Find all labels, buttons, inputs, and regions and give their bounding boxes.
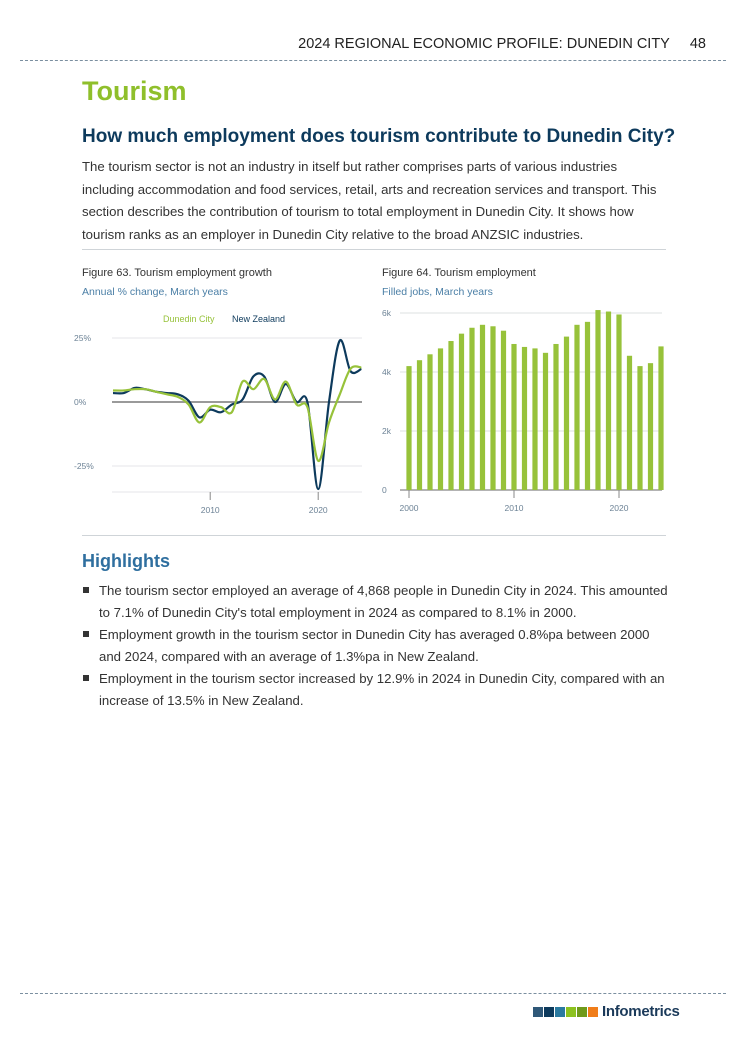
bar-2019 — [606, 312, 611, 490]
series-line-dunedin-city — [113, 366, 361, 461]
bar-chart-tourism-employment — [370, 305, 670, 520]
x-tick-label: 2020 — [609, 503, 629, 513]
logo-square — [544, 1007, 554, 1017]
y-tick-label: 0% — [74, 397, 87, 407]
legend-item-dunedin-city: Dunedin City — [163, 314, 215, 324]
y-tick-label: 2k — [382, 426, 391, 436]
bar-2023 — [648, 363, 653, 490]
x-tick-label: 2020 — [308, 505, 328, 515]
section-title: Tourism — [82, 76, 187, 106]
highlights-list — [82, 580, 672, 712]
bar-2006 — [469, 328, 474, 490]
page-header — [298, 36, 706, 52]
bar-2000 — [406, 366, 411, 490]
bar-2005 — [459, 334, 464, 490]
series-line-new-zealand — [113, 340, 361, 489]
bar-2022 — [637, 366, 642, 490]
bar-2010 — [511, 344, 516, 490]
y-tick-label: 0 — [382, 485, 387, 495]
bar-2003 — [438, 348, 443, 490]
bar-2012 — [532, 348, 537, 490]
bar-2013 — [543, 353, 548, 490]
highlight-text: Employment growth in the tourism sector in Dunedin City has averaged 0.8%pa between 2000 and 2024, compared with an average of 1.3%pa in New Zealand. — [99, 627, 650, 664]
fig63-subtitle: Annual % change, March years — [82, 286, 228, 298]
bar-2018 — [595, 310, 600, 490]
bullet-icon — [83, 631, 89, 637]
highlight-text: The tourism sector employed an average of 4,868 people in Dunedin City in 2024. This amounted to 7.1% of Dunedin City's total employment in 2024 as compared to 8.1% in 2000. — [99, 583, 668, 620]
bar-2008 — [490, 326, 495, 490]
bar-2021 — [627, 356, 632, 490]
header-divider — [20, 60, 726, 61]
bar-2007 — [480, 325, 485, 490]
bar-2002 — [427, 354, 432, 490]
infometrics-logo — [533, 1003, 680, 1020]
highlight-item — [82, 668, 672, 711]
y-tick-label: 6k — [382, 308, 391, 318]
bar-2014 — [553, 344, 558, 490]
highlight-item — [82, 580, 672, 623]
footer-divider — [20, 993, 726, 994]
y-tick-label: -25% — [74, 461, 94, 471]
fig64-title: Figure 64. Tourism employment — [382, 267, 536, 279]
fig63-title: Figure 63. Tourism employment growth — [82, 267, 272, 279]
section-subtitle: How much employment does tourism contribute to Dunedin City? — [82, 126, 676, 147]
logo-square — [588, 1007, 598, 1017]
bullet-icon — [83, 587, 89, 593]
x-tick-label: 2000 — [399, 503, 419, 513]
y-tick-label: 25% — [74, 333, 92, 343]
bar-2009 — [501, 331, 506, 490]
intro-paragraph: The tourism sector is not an industry in itself but rather comprises parts of various industries including accommodation and food services, retail, arts and recreation services and transport. This section describes the contribution of tourism to total employment in Dunedin City. It shows how tourism ranks as an employer in Dunedin City relative to the broad ANZSIC industries. — [82, 159, 657, 242]
highlights-title: Highlights — [82, 551, 170, 571]
logo-wordmark: Infometrics — [602, 1003, 680, 1020]
x-tick-label: 2010 — [200, 505, 220, 515]
line-chart-tourism-growth — [70, 305, 370, 520]
logo-square — [533, 1007, 543, 1017]
bar-2020 — [616, 314, 621, 490]
fig64-subtitle: Filled jobs, March years — [382, 286, 493, 298]
logo-square — [566, 1007, 576, 1017]
bar-2024 — [658, 346, 663, 490]
charts-divider — [82, 535, 666, 536]
bar-2004 — [448, 341, 453, 490]
x-tick-label: 2010 — [504, 503, 524, 513]
legend-item-new-zealand: New Zealand — [232, 314, 286, 324]
section-divider — [82, 249, 666, 250]
logo-square — [555, 1007, 565, 1017]
highlight-item — [82, 624, 672, 667]
highlight-text: Employment in the tourism sector increased by 12.9% in 2024 in Dunedin City, compared with an increase of 13.5% in New Zealand. — [99, 671, 665, 708]
bar-2017 — [585, 322, 590, 490]
bar-2015 — [564, 337, 569, 490]
bar-2011 — [522, 347, 527, 490]
bullet-icon — [83, 675, 89, 681]
report-title: 2024 REGIONAL ECONOMIC PROFILE: DUNEDIN CITY — [298, 36, 670, 52]
bar-2016 — [574, 325, 579, 490]
y-tick-label: 4k — [382, 367, 391, 377]
logo-square — [577, 1007, 587, 1017]
page-number: 48 — [689, 36, 706, 52]
bar-2001 — [417, 360, 422, 490]
